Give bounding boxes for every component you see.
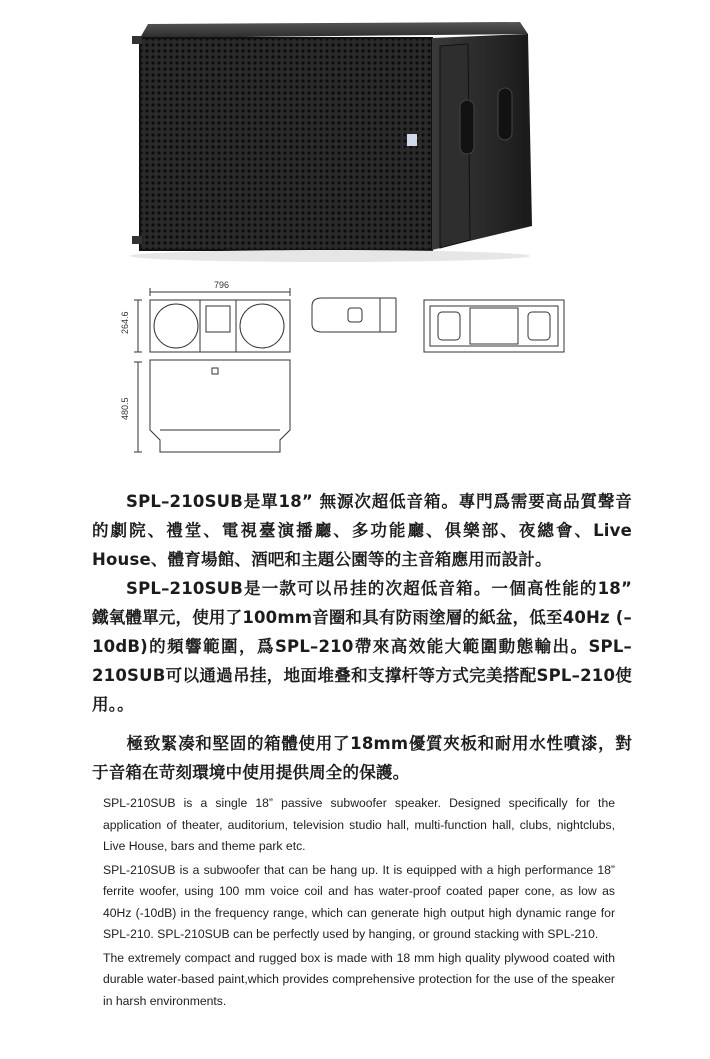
en-paragraph-1: SPL-210SUB is a single 18” passive subwoofer speaker. Designed specifically for the application of theater, auditorium, television studio hall, multi-function hall, clubs, nightclubs, Live House, bars and theme park etc. — [103, 796, 615, 853]
zh-paragraph-2: SPL–210SUB是一款可以吊挂的次超低音箱。一個高性能的18” 鐵氧體單元，使用了100mm音圈和具有防雨塗層的紙盆，低至40Hz (–10dB)的頻響範圍，爲SPL–210帶來高效能大範圍動態輸出。SPL–210SUB可以通過吊挂，地面堆叠和支撑杆等方式完美搭配SPL–210使用。。 — [92, 579, 632, 714]
zh-paragraph-3: 極致緊凑和堅固的箱體使用了18mm優質夾板和耐用水性噴漆，對于音箱在苛刻環境中使用提供周全的保護。 — [92, 734, 632, 782]
technical-drawings — [0, 280, 710, 460]
height-dimension: 264.6 — [120, 311, 130, 334]
english-description — [103, 793, 615, 1014]
zh-paragraph-1: SPL–210SUB是單18” 無源次超低音箱。專門爲需要高品質聲音的劇院、禮堂、電視臺演播廳、多功能廳、俱樂部、夜總會、Live House、體育場館、酒吧和主題公園等的主音箱應用而設計。 — [92, 492, 632, 569]
depth-dimension: 480.5 — [120, 397, 130, 420]
en-paragraph-3: The extremely compact and rugged box is made with 18 mm high quality plywood coated with durable water-based paint,which provides comprehensive protection for the use of the speaker in harsh environments. — [103, 950, 615, 1008]
chinese-description — [92, 487, 632, 787]
en-paragraph-2: SPL-210SUB is a subwoofer that can be hang up. It is equipped with a high performance 18” ferrite woofer, using 100 mm voice coil and has water-proof coated paper cone, as low as 40Hz (-10dB) in the frequency range, which can generate high output high dynamic range for SPL-210. SPL-210SUB can be perfectly used by hanging, or ground stacking with SPL-210. — [103, 862, 615, 941]
width-dimension: 796 — [214, 280, 230, 290]
subwoofer-cabinet-photo — [0, 0, 710, 270]
